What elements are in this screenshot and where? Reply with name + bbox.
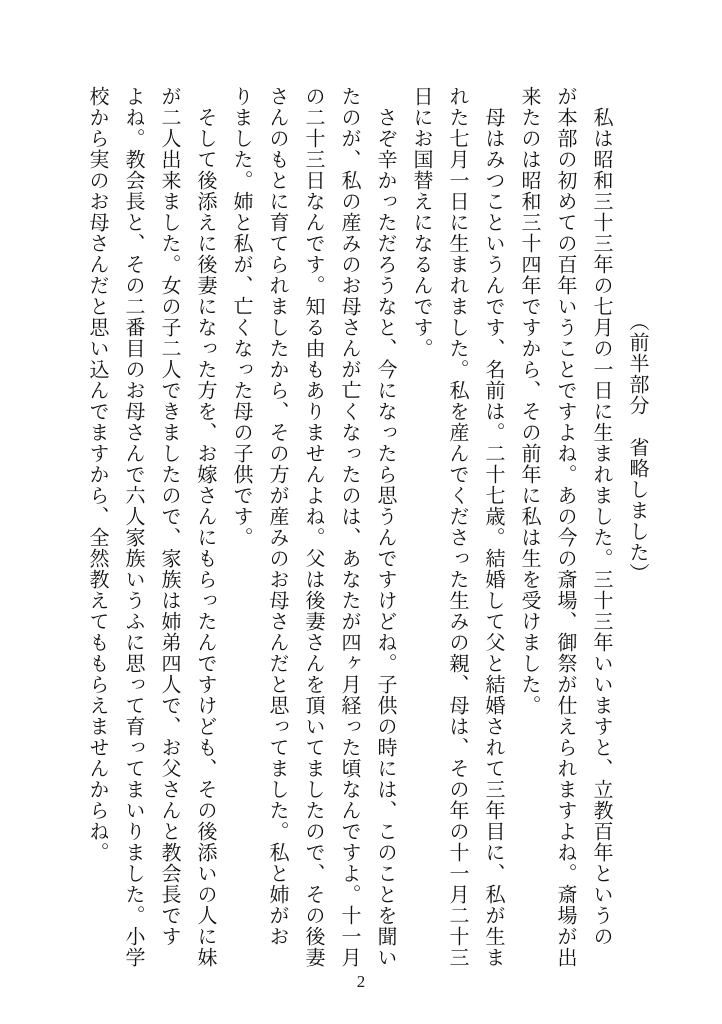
text-line: さぞ辛かっただろうなと、今になったら思うんですけどね。子供の時には、このことを聞い (374, 107, 396, 968)
text-line: 母はみつこというんです、名前は。二十七歳。結婚して父と結婚されて三年目に、私が生ま (482, 107, 504, 968)
header-note: （前半部分 省略しました） (626, 311, 648, 584)
text-line: さんのもとに育てられましたから、その方が産みのお母さんだと思ってました。私と姉がお (266, 86, 288, 947)
text-line: の二十三日なんです。知る由もありませんよね。父は後妻さんを頂いてましたので、その後妻 (302, 86, 324, 968)
text-line: 日にお国替えになるんです。 (410, 86, 432, 359)
text-line: れた七月一日に生まれました。私を産んでくださった生みの親、母は、その年の十一月二十三 (446, 86, 468, 968)
text-line: が本部の初めての百年いうことですよね。あの今の斎場、御祭が仕えられますよね。斎場が出 (554, 86, 576, 968)
text-line: たのが、私の産みのお母さんが亡くなったのは、あなたが四ヶ月経った頃なんですよ。十一月 (338, 86, 360, 968)
text-line: 校から実のお母さんだと思い込んでますから、全然教えてももらえませんからね。 (86, 86, 108, 863)
text-line: そして後添えに後妻になった方を、お嫁さんにもらったんですけども、その後添いの人に妹 (194, 107, 216, 968)
text-line: よね。教会長と、その二番目のお母さんで六人家族いうふに思って育ってまいりました。小学 (122, 86, 144, 968)
page-number: 2 (356, 972, 366, 991)
body-text (79, 86, 655, 976)
text-line: 来たのは昭和三十四年ですから、その前年に私は生を受けました。 (518, 86, 540, 716)
text-line: りました。姉と私が、亡くなった母の子供です。 (230, 86, 252, 548)
text-line: が二人出来ました。女の子二人できましたので、家族は姉弟四人で、お父さんと教会長です (158, 86, 180, 947)
text-line: 私は昭和三十三年の七月の一日に生まれました。三十三年いいますと、立教百年というの (590, 107, 612, 947)
